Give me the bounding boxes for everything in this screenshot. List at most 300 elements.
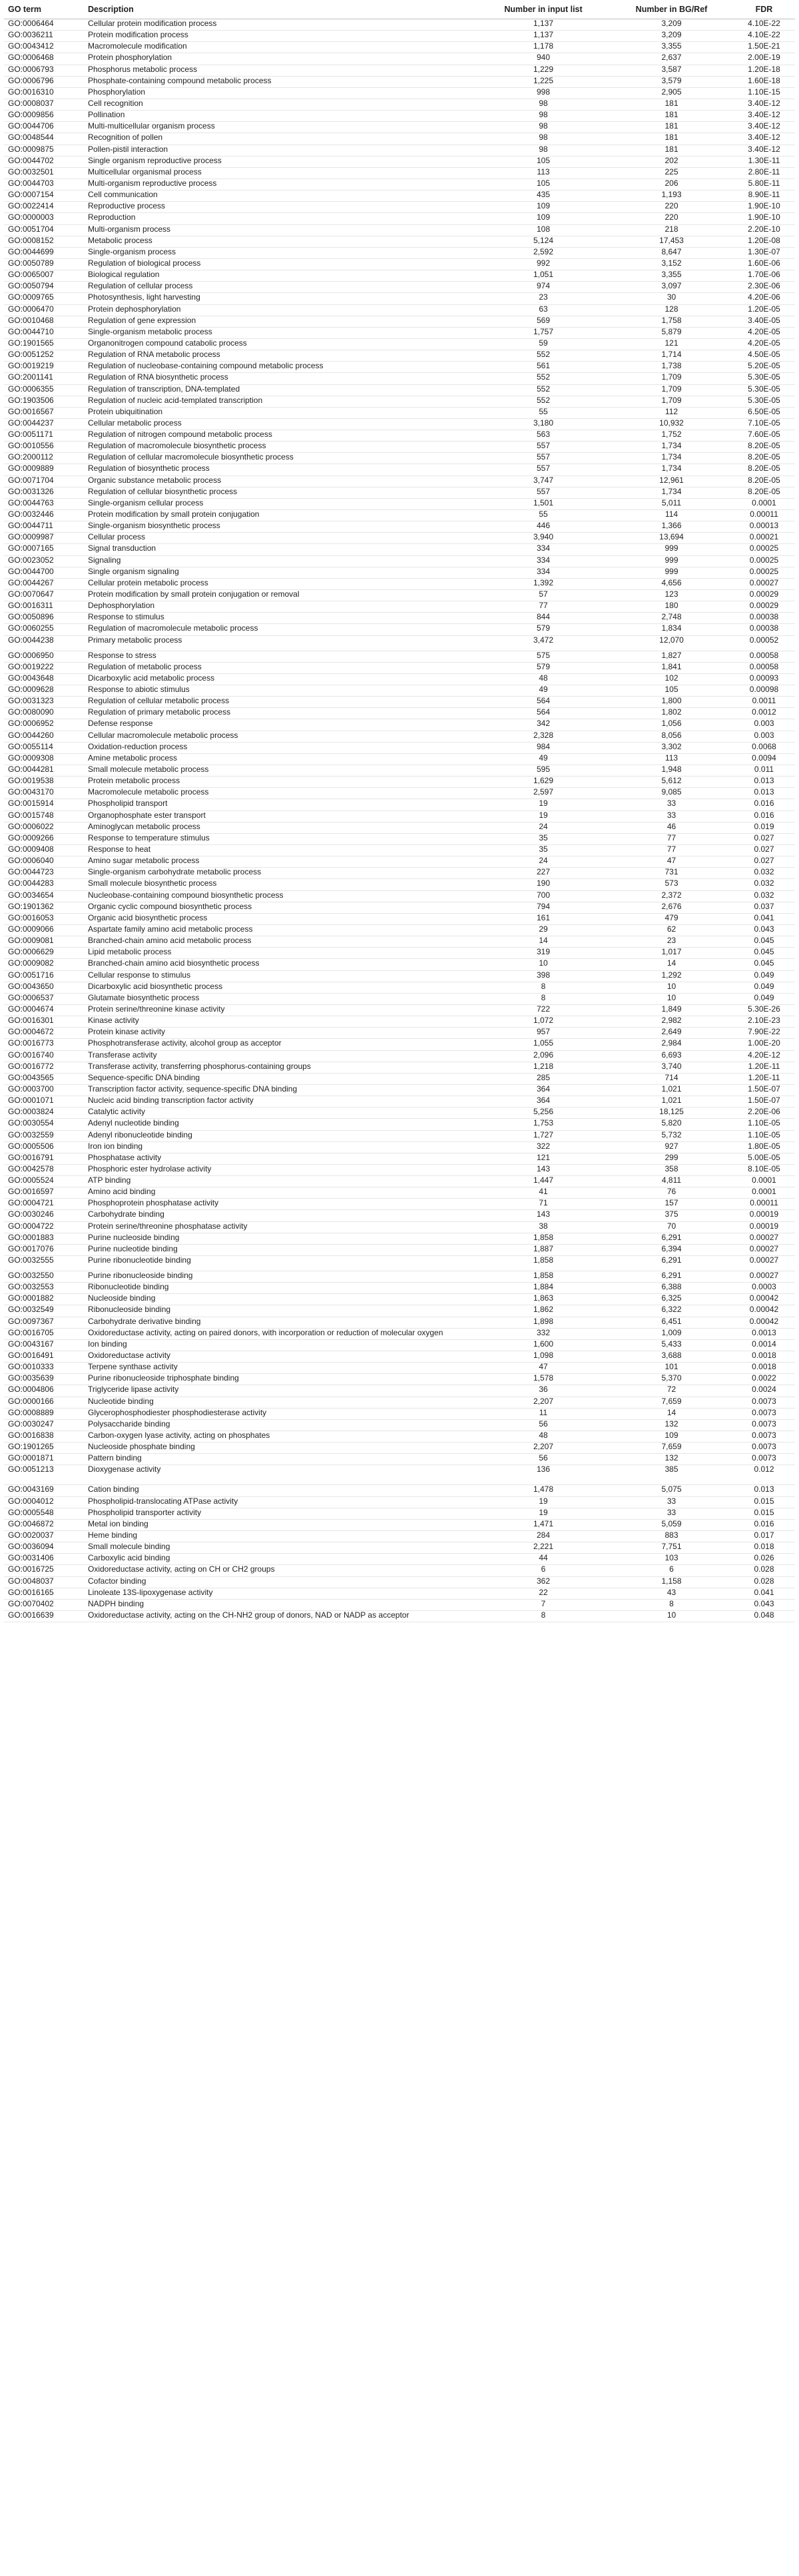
table-row [4, 476, 795, 487]
bg-ref-count-cell: 225 [665, 167, 678, 176]
bg-ref-count-cell: 3,587 [661, 65, 682, 74]
bg-ref-count-cell: 181 [665, 145, 678, 154]
fdr-cell: 0.00011 [750, 1198, 778, 1208]
description-cell: Small molecule biosynthetic process [88, 878, 217, 888]
bg-ref-count-cell: 731 [665, 867, 678, 877]
go-term-cell: GO:0080090 [8, 707, 54, 717]
fdr-cell: 5.30E-05 [748, 372, 780, 382]
fdr-cell: 0.032 [754, 867, 774, 877]
table-row [4, 202, 795, 213]
fdr-cell: 0.013 [754, 787, 774, 797]
table-row [4, 822, 795, 833]
bg-ref-count-cell: 1,709 [661, 384, 682, 394]
fdr-cell: 3.40E-12 [748, 145, 780, 154]
go-term-cell: GO:0043169 [8, 1484, 54, 1494]
description-cell: Macromolecule modification [88, 41, 187, 51]
go-term-cell: GO:0065007 [8, 270, 54, 280]
fdr-cell: 0.0073 [752, 1408, 776, 1417]
input-count-cell: 1,098 [533, 1351, 554, 1361]
input-count-cell: 35 [539, 833, 548, 842]
fdr-cell: 1.20E-11 [748, 1062, 780, 1071]
table-body [4, 19, 795, 1622]
table-row [4, 844, 795, 856]
bg-ref-count-cell: 206 [665, 178, 678, 188]
bg-ref-count-cell: 132 [665, 1419, 678, 1429]
description-cell: Response to heat [88, 844, 151, 854]
input-count-cell: 579 [536, 623, 551, 633]
bg-ref-count-cell: 5,732 [661, 1130, 682, 1139]
input-count-cell: 49 [539, 753, 548, 763]
description-cell: Purine ribonucleotide binding [88, 1255, 191, 1265]
table-row [4, 719, 795, 731]
description-cell: Ribonucleotide binding [88, 1282, 169, 1292]
table-row [4, 1187, 795, 1199]
fdr-cell: 0.032 [754, 878, 774, 888]
fdr-cell: 1.10E-05 [748, 1130, 780, 1139]
go-term-cell: GO:0044723 [8, 867, 54, 877]
input-count-cell: 1,225 [533, 76, 554, 85]
bg-ref-count-cell: 10 [666, 993, 676, 1002]
fdr-cell: 1.30E-11 [748, 156, 780, 165]
fdr-cell: 0.016 [754, 810, 774, 820]
go-term-cell: GO:0007165 [8, 543, 54, 553]
bg-ref-count-cell: 1,841 [661, 662, 682, 671]
go-term-cell: GO:0009081 [8, 936, 54, 946]
input-count-cell: 552 [536, 396, 551, 405]
fdr-cell: 0.017 [754, 1530, 774, 1540]
bg-ref-count-cell: 76 [666, 1187, 676, 1197]
fdr-cell: 0.0013 [752, 1328, 776, 1337]
description-cell: Phosphotransferase activity, alcohol group as acceptor [88, 1038, 282, 1048]
table-row [4, 879, 795, 890]
description-cell: Nucleotide binding [88, 1397, 154, 1406]
table-row [4, 19, 795, 31]
table-row [4, 1588, 795, 1599]
input-count-cell: 19 [539, 1496, 548, 1506]
go-term-cell: GO:0009987 [8, 532, 54, 542]
go-term-cell: GO:0016639 [8, 1610, 54, 1620]
go-term-cell: GO:0043565 [8, 1073, 54, 1082]
description-cell: Regulation of cellular process [88, 281, 193, 291]
input-count-cell: 2,592 [533, 247, 554, 256]
fdr-cell: 1.50E-21 [748, 41, 780, 51]
description-cell: Regulation of primary metabolic process [88, 707, 231, 717]
table-row [4, 327, 795, 338]
description-cell: Protein ubiquitination [88, 407, 163, 416]
description-cell: Macromolecule metabolic process [88, 787, 209, 797]
fdr-cell: 0.0073 [752, 1431, 776, 1441]
description-cell: Single-organism carbohydrate metabolic process [88, 867, 262, 877]
description-cell: Carboxylic acid binding [88, 1553, 170, 1563]
table-row [4, 1062, 795, 1073]
go-term-cell: GO:0001071 [8, 1096, 54, 1106]
bg-ref-count-cell: 1,738 [661, 361, 682, 371]
bg-ref-count-cell: 2,372 [661, 890, 682, 900]
bg-ref-count-cell: 121 [665, 338, 678, 348]
fdr-cell: 0.0018 [752, 1351, 776, 1361]
description-cell: Response to stress [88, 651, 156, 660]
input-count-cell: 36 [539, 1385, 548, 1395]
table-row [4, 1519, 795, 1530]
go-term-cell: GO:0055114 [8, 742, 53, 751]
table-row [4, 1454, 795, 1465]
fdr-cell: 0.049 [754, 970, 774, 980]
bg-ref-count-cell: 181 [665, 133, 678, 143]
go-term-cell: GO:0070402 [8, 1599, 54, 1608]
fdr-cell: 0.0022 [752, 1373, 776, 1383]
go-term-cell: GO:0046872 [8, 1519, 54, 1528]
description-cell: Multi-organism process [88, 224, 171, 234]
bg-ref-count-cell: 1,734 [661, 441, 682, 451]
bg-ref-count-cell: 128 [665, 304, 678, 314]
go-term-cell: GO:0032549 [8, 1305, 54, 1315]
bg-ref-count-cell: 3,302 [661, 742, 682, 751]
description-cell: Amine metabolic process [88, 753, 178, 763]
go-term-cell: GO:0032553 [8, 1282, 54, 1292]
table-row [4, 1339, 795, 1351]
bg-ref-count-cell: 10 [666, 1610, 676, 1620]
table-row [4, 213, 795, 224]
description-cell: Signaling [88, 555, 121, 565]
fdr-cell: 0.0094 [752, 753, 776, 763]
go-term-cell: GO:0016165 [8, 1588, 54, 1597]
description-cell: Regulation of macromolecule metabolic process [88, 623, 258, 633]
input-count-cell: 121 [536, 1153, 551, 1162]
go-term-cell: GO:0043648 [8, 673, 54, 683]
fdr-cell: 2.20E-06 [748, 1107, 780, 1117]
fdr-cell: 0.00029 [749, 589, 779, 599]
table-row [4, 442, 795, 453]
go-term-cell: GO:0032446 [8, 509, 54, 519]
input-count-cell: 98 [539, 121, 548, 131]
description-cell: Oxidoreductase activity [88, 1351, 171, 1361]
fdr-cell: 0.00029 [749, 601, 779, 611]
go-term-cell: GO:0023052 [8, 555, 54, 565]
bg-ref-count-cell: 2,637 [661, 53, 682, 63]
bg-ref-count-cell: 299 [665, 1153, 678, 1162]
description-cell: Recognition of pollen [88, 133, 163, 143]
fdr-cell: 0.013 [754, 1484, 774, 1494]
fdr-cell: 4.20E-12 [748, 1050, 780, 1060]
bg-ref-count-cell: 9,085 [661, 787, 682, 797]
go-term-cell: GO:0022414 [8, 201, 54, 211]
table-row [4, 1610, 795, 1622]
input-count-cell: 1,727 [533, 1130, 554, 1139]
fdr-cell: 0.027 [754, 856, 774, 866]
go-term-cell: GO:0006468 [8, 53, 54, 63]
table-row [4, 868, 795, 879]
input-count-cell: 2,207 [533, 1442, 554, 1452]
description-cell: Cellular protein metabolic process [88, 578, 208, 587]
fdr-cell: 8.20E-05 [748, 441, 780, 451]
bg-ref-count-cell: 113 [665, 753, 678, 763]
input-count-cell: 2,207 [533, 1397, 554, 1406]
go-term-cell: GO:0043170 [8, 787, 54, 797]
description-cell: Regulation of nucleic acid-templated transcription [88, 396, 263, 405]
description-cell: Nucleobase-containing compound biosynthetic process [88, 890, 284, 900]
bg-ref-count-cell: 1,714 [661, 350, 682, 360]
input-count-cell: 575 [536, 651, 551, 660]
go-term-cell: GO:0030554 [8, 1118, 54, 1128]
bg-ref-count-cell: 1,827 [661, 651, 682, 660]
description-cell: Aminoglycan metabolic process [88, 822, 200, 831]
description-cell: Single-organism cellular process [88, 498, 204, 507]
bg-ref-count-cell: 2,982 [661, 1016, 682, 1026]
input-count-cell: 23 [539, 292, 548, 302]
go-term-cell: GO:0030246 [8, 1209, 54, 1219]
go-enrichment-table [4, 0, 795, 1622]
fdr-cell: 0.041 [754, 913, 774, 922]
description-cell: Dicarboxylic acid biosynthetic process [88, 982, 223, 991]
description-cell: ATP binding [88, 1175, 131, 1185]
bg-ref-count-cell: 999 [665, 555, 678, 565]
table-row [4, 1397, 795, 1408]
table-row [4, 236, 795, 247]
table-row [4, 1096, 795, 1108]
fdr-cell: 7.10E-05 [748, 418, 780, 428]
table-row [4, 224, 795, 236]
input-count-cell: 1,629 [533, 776, 554, 786]
fdr-cell: 7.60E-05 [748, 430, 780, 440]
bg-ref-count-cell: 1,292 [661, 970, 682, 980]
input-count-cell: 3,472 [533, 635, 554, 645]
go-term-cell: GO:0008037 [8, 99, 54, 108]
bg-ref-count-cell: 1,021 [661, 1084, 682, 1094]
input-count-cell: 557 [536, 464, 551, 474]
go-term-cell: GO:0032555 [8, 1255, 54, 1265]
input-count-cell: 56 [539, 1419, 548, 1429]
table-row [4, 685, 795, 697]
bg-ref-count-cell: 6,388 [661, 1282, 682, 1292]
go-term-cell: GO:0031326 [8, 487, 54, 496]
fdr-cell: 8.20E-05 [748, 452, 780, 462]
table-row [4, 856, 795, 868]
fdr-cell: 1.50E-07 [748, 1084, 780, 1094]
table-row [4, 1176, 795, 1187]
go-term-cell: GO:0005524 [8, 1175, 54, 1185]
go-term-cell: GO:0006952 [8, 719, 54, 729]
input-count-cell: 77 [539, 601, 548, 611]
input-count-cell: 44 [539, 1553, 548, 1563]
go-term-cell: GO:0016301 [8, 1016, 54, 1026]
input-count-cell: 48 [539, 1431, 548, 1441]
go-term-cell: GO:0016838 [8, 1431, 54, 1441]
bg-ref-count-cell: 6,325 [661, 1293, 682, 1303]
input-count-cell: 98 [539, 99, 548, 108]
input-count-cell: 319 [536, 947, 551, 957]
bg-ref-count-cell: 23 [666, 936, 676, 946]
description-cell: Carbohydrate derivative binding [88, 1317, 201, 1326]
go-term-cell: GO:0007154 [8, 190, 54, 200]
bg-ref-count-cell: 3,579 [661, 76, 682, 85]
table-row [4, 1374, 795, 1385]
go-term-cell: GO:0006470 [8, 304, 54, 314]
table-row [4, 293, 795, 304]
description-cell: Regulation of metabolic process [88, 662, 202, 671]
go-term-cell: GO:0044238 [8, 635, 54, 645]
bg-ref-count-cell: 1,056 [661, 719, 682, 729]
fdr-cell: 0.0073 [752, 1419, 776, 1429]
input-count-cell: 41 [539, 1187, 548, 1197]
input-count-cell: 2,328 [533, 731, 554, 740]
bg-ref-count-cell: 33 [666, 1496, 676, 1506]
fdr-cell: 0.00038 [749, 612, 779, 622]
input-count-cell: 3,180 [533, 418, 554, 428]
description-cell: Protein modification process [88, 30, 188, 40]
bg-ref-count-cell: 12,961 [659, 476, 684, 485]
input-count-cell: 7 [541, 1599, 546, 1608]
description-cell: Branched-chain amino acid biosynthetic process [88, 958, 260, 968]
bg-ref-count-cell: 70 [666, 1221, 676, 1231]
input-count-cell: 143 [536, 1209, 551, 1219]
input-count-cell: 59 [539, 338, 548, 348]
bg-ref-count-cell: 102 [665, 673, 678, 683]
input-count-cell: 563 [536, 430, 551, 440]
go-term-cell: GO:0032501 [8, 167, 54, 176]
bg-ref-count-cell: 1,158 [661, 1576, 682, 1586]
go-term-cell: GO:0004721 [8, 1198, 54, 1208]
fdr-cell: 1.20E-11 [748, 1073, 780, 1082]
fdr-cell: 0.048 [754, 1610, 774, 1620]
go-term-cell: GO:0005506 [8, 1141, 54, 1151]
input-count-cell: 557 [536, 441, 551, 451]
description-cell: Biological regulation [88, 270, 160, 280]
go-term-cell: GO:0003824 [8, 1107, 54, 1117]
input-count-cell: 2,221 [533, 1542, 554, 1552]
description-cell: Regulation of transcription, DNA-templated [88, 384, 240, 394]
go-term-cell: GO:0006355 [8, 384, 54, 394]
input-count-cell: 161 [536, 913, 551, 922]
fdr-cell: 3.40E-12 [748, 110, 780, 120]
go-term-cell: GO:0032550 [8, 1271, 54, 1281]
description-cell: Iron ion binding [88, 1141, 143, 1151]
input-count-cell: 1,137 [533, 19, 554, 28]
table-row [4, 76, 795, 87]
description-cell: Cellular protein modification process [88, 19, 217, 28]
go-term-cell: GO:0006796 [8, 76, 54, 85]
description-cell: Response to abiotic stimulus [88, 685, 190, 695]
input-count-cell: 98 [539, 145, 548, 154]
bg-ref-count-cell: 5,820 [661, 1118, 682, 1128]
fdr-cell: 4.50E-05 [748, 350, 780, 360]
bg-ref-count-cell: 101 [665, 1362, 678, 1372]
input-count-cell: 1,863 [533, 1293, 554, 1303]
table-row [4, 1233, 795, 1244]
description-cell: Purine nucleotide binding [88, 1244, 178, 1253]
table-row [4, 133, 795, 145]
input-count-cell: 1,862 [533, 1305, 554, 1315]
go-term-cell: GO:0050789 [8, 258, 54, 268]
input-count-cell: 1,072 [533, 1016, 554, 1026]
fdr-cell: 0.00093 [749, 673, 779, 683]
description-cell: Regulation of biosynthetic process [88, 464, 210, 474]
table-row [4, 742, 795, 753]
description-cell: Carbon-oxygen lyase activity, acting on phosphates [88, 1431, 270, 1441]
description-cell: Protein phosphorylation [88, 53, 172, 63]
bg-ref-count-cell: 77 [666, 833, 676, 842]
bg-ref-count-cell: 1,802 [661, 707, 682, 717]
table-row [4, 338, 795, 350]
go-term-cell: GO:0051704 [8, 224, 54, 234]
bg-ref-count-cell: 10 [666, 982, 676, 991]
description-cell: Adenyl nucleotide binding [88, 1118, 179, 1128]
fdr-cell: 5.30E-05 [748, 384, 780, 394]
go-term-cell: GO:0044763 [8, 498, 54, 507]
fdr-cell: 0.003 [754, 719, 774, 729]
description-cell: Single-organism process [88, 247, 176, 256]
go-term-cell: GO:0044283 [8, 878, 54, 888]
fdr-cell: 0.00038 [749, 623, 779, 633]
bg-ref-count-cell: 33 [666, 810, 676, 820]
go-term-cell: GO:0009308 [8, 753, 54, 763]
input-count-cell: 322 [536, 1141, 551, 1151]
description-cell: Small molecule binding [88, 1542, 170, 1552]
table-row [4, 1599, 795, 1610]
description-cell: Regulation of biological process [88, 258, 201, 268]
input-count-cell: 143 [536, 1164, 551, 1173]
description-cell: Terpene synthase activity [88, 1362, 178, 1372]
description-cell: Phosphorylation [88, 87, 146, 97]
input-count-cell: 98 [539, 110, 548, 120]
bg-ref-count-cell: 375 [665, 1209, 678, 1219]
input-count-cell: 98 [539, 133, 548, 143]
table-row [4, 1004, 795, 1016]
bg-ref-count-cell: 6,291 [661, 1233, 682, 1242]
description-cell: Oxidoreductase activity, acting on CH or CH2 groups [88, 1564, 275, 1574]
input-count-cell: 108 [536, 224, 551, 234]
table-row [4, 544, 795, 555]
bg-ref-count-cell: 927 [665, 1141, 678, 1151]
description-cell: Triglyceride lipase activity [88, 1385, 179, 1395]
table-row [4, 810, 795, 822]
input-count-cell: 2,096 [533, 1050, 554, 1060]
bg-ref-count-cell: 4,811 [661, 1175, 682, 1185]
table-row [4, 1210, 795, 1221]
input-count-cell: 700 [536, 890, 551, 900]
description-cell: Phosphoprotein phosphatase activity [88, 1198, 219, 1208]
input-count-cell: 22 [539, 1588, 548, 1597]
fdr-cell: 0.045 [754, 936, 774, 946]
go-term-cell: GO:0017076 [8, 1244, 54, 1253]
fdr-cell: 8.10E-05 [748, 1164, 780, 1173]
description-cell: Protein serine/threonine phosphatase activity [88, 1221, 248, 1231]
input-count-cell: 446 [536, 521, 551, 531]
table-row [4, 87, 795, 99]
go-term-cell: GO:0009408 [8, 844, 54, 854]
fdr-cell: 0.0001 [752, 1175, 776, 1185]
go-term-cell: GO:0000166 [8, 1397, 54, 1406]
description-cell: Protein modification by small protein conjugation or removal [88, 589, 300, 599]
input-count-cell: 579 [536, 662, 551, 671]
table-row [4, 65, 795, 76]
input-count-cell: 2,597 [533, 787, 554, 797]
bg-ref-count-cell: 218 [665, 224, 678, 234]
go-term-cell: GO:0051171 [8, 430, 53, 440]
table-row [4, 167, 795, 178]
table-row [4, 651, 795, 662]
table-row [4, 1328, 795, 1339]
go-term-cell: GO:2001141 [8, 372, 53, 382]
go-term-cell: GO:0004674 [8, 1004, 54, 1014]
fdr-cell: 0.0068 [752, 742, 776, 751]
input-count-cell: 1,858 [533, 1271, 554, 1281]
bg-ref-count-cell: 3,740 [661, 1062, 682, 1071]
fdr-cell: 0.043 [754, 1599, 774, 1608]
description-cell: Organonitrogen compound catabolic process [88, 338, 247, 348]
fdr-cell: 1.50E-07 [748, 1096, 780, 1106]
description-cell: Phospholipid transporter activity [88, 1508, 202, 1517]
fdr-cell: 0.00025 [749, 555, 779, 565]
